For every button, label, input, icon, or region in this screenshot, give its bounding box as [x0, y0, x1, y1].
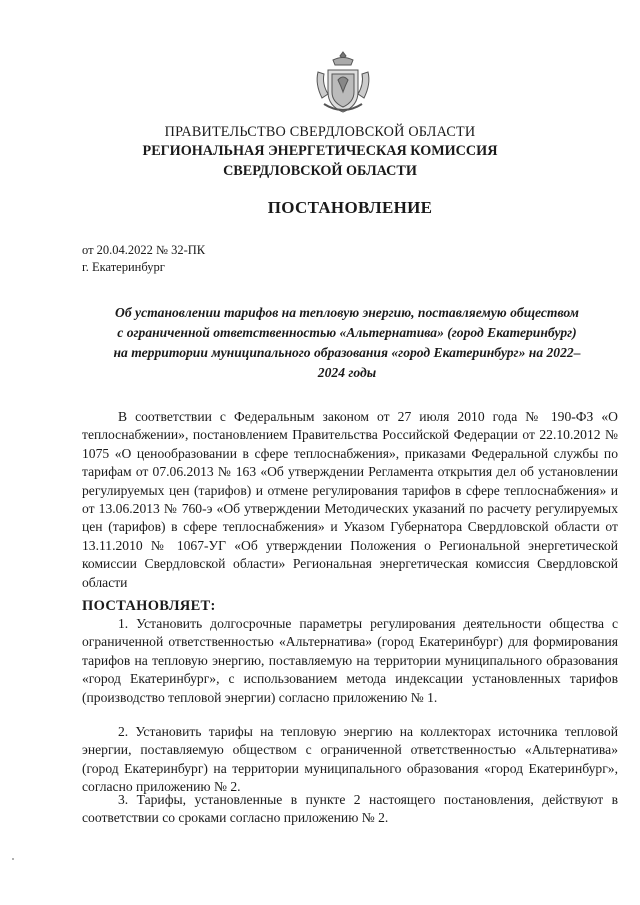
- document-date-number: от 20.04.2022 № 32-ПК: [82, 243, 206, 257]
- document-type: ПОСТАНОВЛЕНИЕ: [267, 198, 433, 217]
- commission-region: СВЕРДЛОВСКОЙ ОБЛАСТИ: [223, 163, 417, 179]
- decree-item-1: 1. Установить долгосрочные параметры регулирования деятельности общества с ограниченной ответственностью «Альтернатива» (город Екатеринбург) для формирования тарифов на тепловую энергию, поставляемую на территории муниципального образования «город Екатеринбург», с использованием метода индексации установленных тарифов (производство тепловой энергии) согласно приложению № 1.: [82, 616, 618, 705]
- preamble-paragraph: В соответствии с Федеральным законом от 27 июля 2010 года № 190-ФЗ «О теплоснабжении», постановлением Правительства Российской Федерации от 22.10.2012 № 1075 «О ценообразовании в сфере теплоснабжения», приказами Федеральной службы по тарифам от 07.06.2013 № 163 «Об утверждении Регламента открытия дел об установлении регулируемых цен (тарифов) и отмене регулирования тарифов в сфере теплоснабжения» и от 13.06.2013 № 760-э «Об утверждении Методических указаний по расчету регулируемых цен (тарифов) в сфере теплоснабжения» и Указом Губернатора Свердловской области от 13.11.2010 № 1067-УГ «Об утверждении Положения о Региональной энергетической комиссии Свердловской области» Региональная энергетическая комиссия Свердловской области: [82, 409, 618, 590]
- document-subject: Об установлении тарифов на тепловую энергию, поставляемую обществом с ограниченной ответственностью «Альтернатива» (город Екатеринбург) на территории муниципального образования «город Екатеринбург» на 2022–2024 годы: [113, 305, 581, 380]
- decree-heading: ПОСТАНОВЛЯЕТ:: [82, 598, 216, 614]
- coat-of-arms-icon: [314, 50, 372, 116]
- decree-item-3: 3. Тарифы, установленные в пункте 2 настоящего постановления, действуют в соответствии со сроками согласно приложению № 2.: [82, 792, 618, 826]
- government-title: ПРАВИТЕЛЬСТВО СВЕРДЛОВСКОЙ ОБЛАСТИ: [164, 124, 476, 140]
- decree-item-2: 2. Установить тарифы на тепловую энергию на коллекторах источника тепловой энергии, поставляемую обществом с ограниченной ответственностью «Альтернатива» (город Екатеринбург) на территории муниципального образования «город Екатеринбург», согласно приложению № 2.: [82, 724, 618, 795]
- scan-artifact: [12, 858, 14, 860]
- commission-title: РЕГИОНАЛЬНАЯ ЭНЕРГЕТИЧЕСКАЯ КОМИССИЯ: [142, 143, 498, 159]
- document-city: г. Екатеринбург: [82, 260, 165, 274]
